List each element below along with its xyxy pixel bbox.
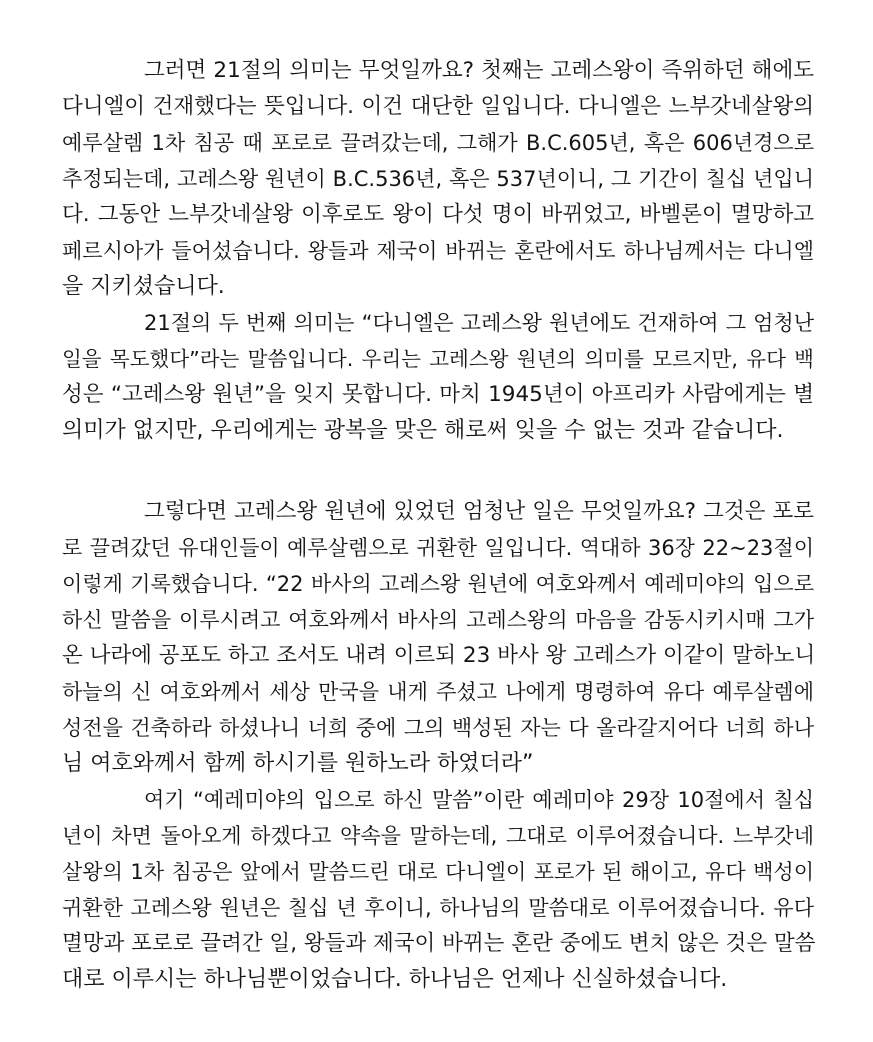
paragraph-1-line-7: 을 지키셨습니다. [62,274,225,299]
paragraph-3-line-1: 그렇다면 고레스왕 원년에 있었던 엄청난 일은 무엇일까요? 그것은 포로 [144,499,814,524]
paragraph-2-line-1: 21절의 두 번째 의미는 “다니엘은 고레스왕 원년에도 건재하여 그 엄청난 [144,311,814,335]
paragraph-3-line-6: 하늘의 신 여호와께서 세상 만국을 내게 주셨고 나에게 명령하여 유다 예루살렘에 [62,680,814,704]
paragraph-2-line-2: 일을 목도했다”라는 말씀입니다. 우리는 고레스왕 원년의 의미를 모르지만, 유다 백 [62,347,814,371]
paragraph-3-line-2: 로 끌려갔던 유대인들이 예루살렘으로 귀환한 일입니다. 역대하 36장 22~23절이 [62,536,814,560]
paragraph-1-line-4: 추정되는데, 고레스왕 원년이 B.C.536년, 혹은 537년이니, 그 기간이 칠십 년입니 [62,167,814,191]
paragraph-1-line-6: 페르시아가 들어섰습니다. 왕들과 제국이 바뀌는 혼란에서도 하나님께서는 다니엘 [62,239,814,263]
paragraph-3-line-8: 님 여호와께서 함께 하시기를 원하노라 하였더라” [62,751,534,776]
paragraph-3-line-4: 하신 말씀을 이루시려고 여호와께서 바사의 고레스왕의 마음을 감동시키시매 그가 [62,608,814,632]
paragraph-4-line-5: 멸망과 포로로 끌려간 일, 왕들과 제국이 바뀌는 혼란 중에도 변치 않은 것은 말씀 [62,931,816,956]
paragraph-2-line-4: 의미가 없지만, 우리에게는 광복을 맞은 해로써 잊을 수 없는 것과 같습니다. [62,418,784,443]
paragraph-1-line-3: 예루살렘 1차 침공 때 포로로 끌려갔는데, 그해가 B.C.605년, 혹은 606년경으로 [62,131,814,155]
paragraph-3-line-7: 성전을 건축하라 하셨나니 너희 중에 그의 백성된 자는 다 올라갈지어다 너희 하나 [62,716,814,740]
paragraph-1-line-1: 그러면 21절의 의미는 무엇일까요? 첫째는 고레스왕이 즉위하던 해에도 [144,58,814,83]
paragraph-4-line-4: 귀환한 고레스왕 원년은 칠십 년 후이니, 하나님의 말씀대로 이루어졌습니다. 유다 [62,896,814,920]
paragraph-2-line-3: 성은 “고레스왕 원년”을 잊지 못합니다. 마치 1945년이 아프리카 사람에게는 별 [62,382,814,407]
paragraph-3-line-3: 이렇게 기록했습니다. “22 바사의 고레스왕 원년에 여호와께서 예레미야의 입으로 [62,572,814,596]
paragraph-3-line-5: 온 나라에 공포도 하고 조서도 내려 이르되 23 바사 왕 고레스가 이같이 말하노니 [62,643,816,668]
paragraph-4-line-1: 여기 “예레미야의 입으로 하신 말씀”이란 예레미야 29장 10절에서 칠십 [144,788,814,812]
paragraph-1-line-5: 다. 그동안 느부갓네살왕 이후로도 왕이 다섯 명이 바뀌었고, 바벨론이 멸망하고 [62,202,814,227]
paragraph-4-line-2: 년이 차면 돌아오게 하겠다고 약속을 말하는데, 그대로 이루어졌습니다. 느부갓네 [62,824,814,848]
paragraph-4-line-3: 살왕의 1차 침공은 앞에서 말씀드린 대로 다니엘이 포로가 된 해이고, 유다 백성이 [62,860,814,884]
paragraph-1-line-2: 다니엘이 건재했다는 뜻입니다. 이건 대단한 일입니다. 다니엘은 느부갓네살왕의 [62,94,814,119]
paragraph-4-line-6: 대로 이루시는 하나님뿐이었습니다. 하나님은 언제나 신실하셨습니다. [62,967,728,992]
